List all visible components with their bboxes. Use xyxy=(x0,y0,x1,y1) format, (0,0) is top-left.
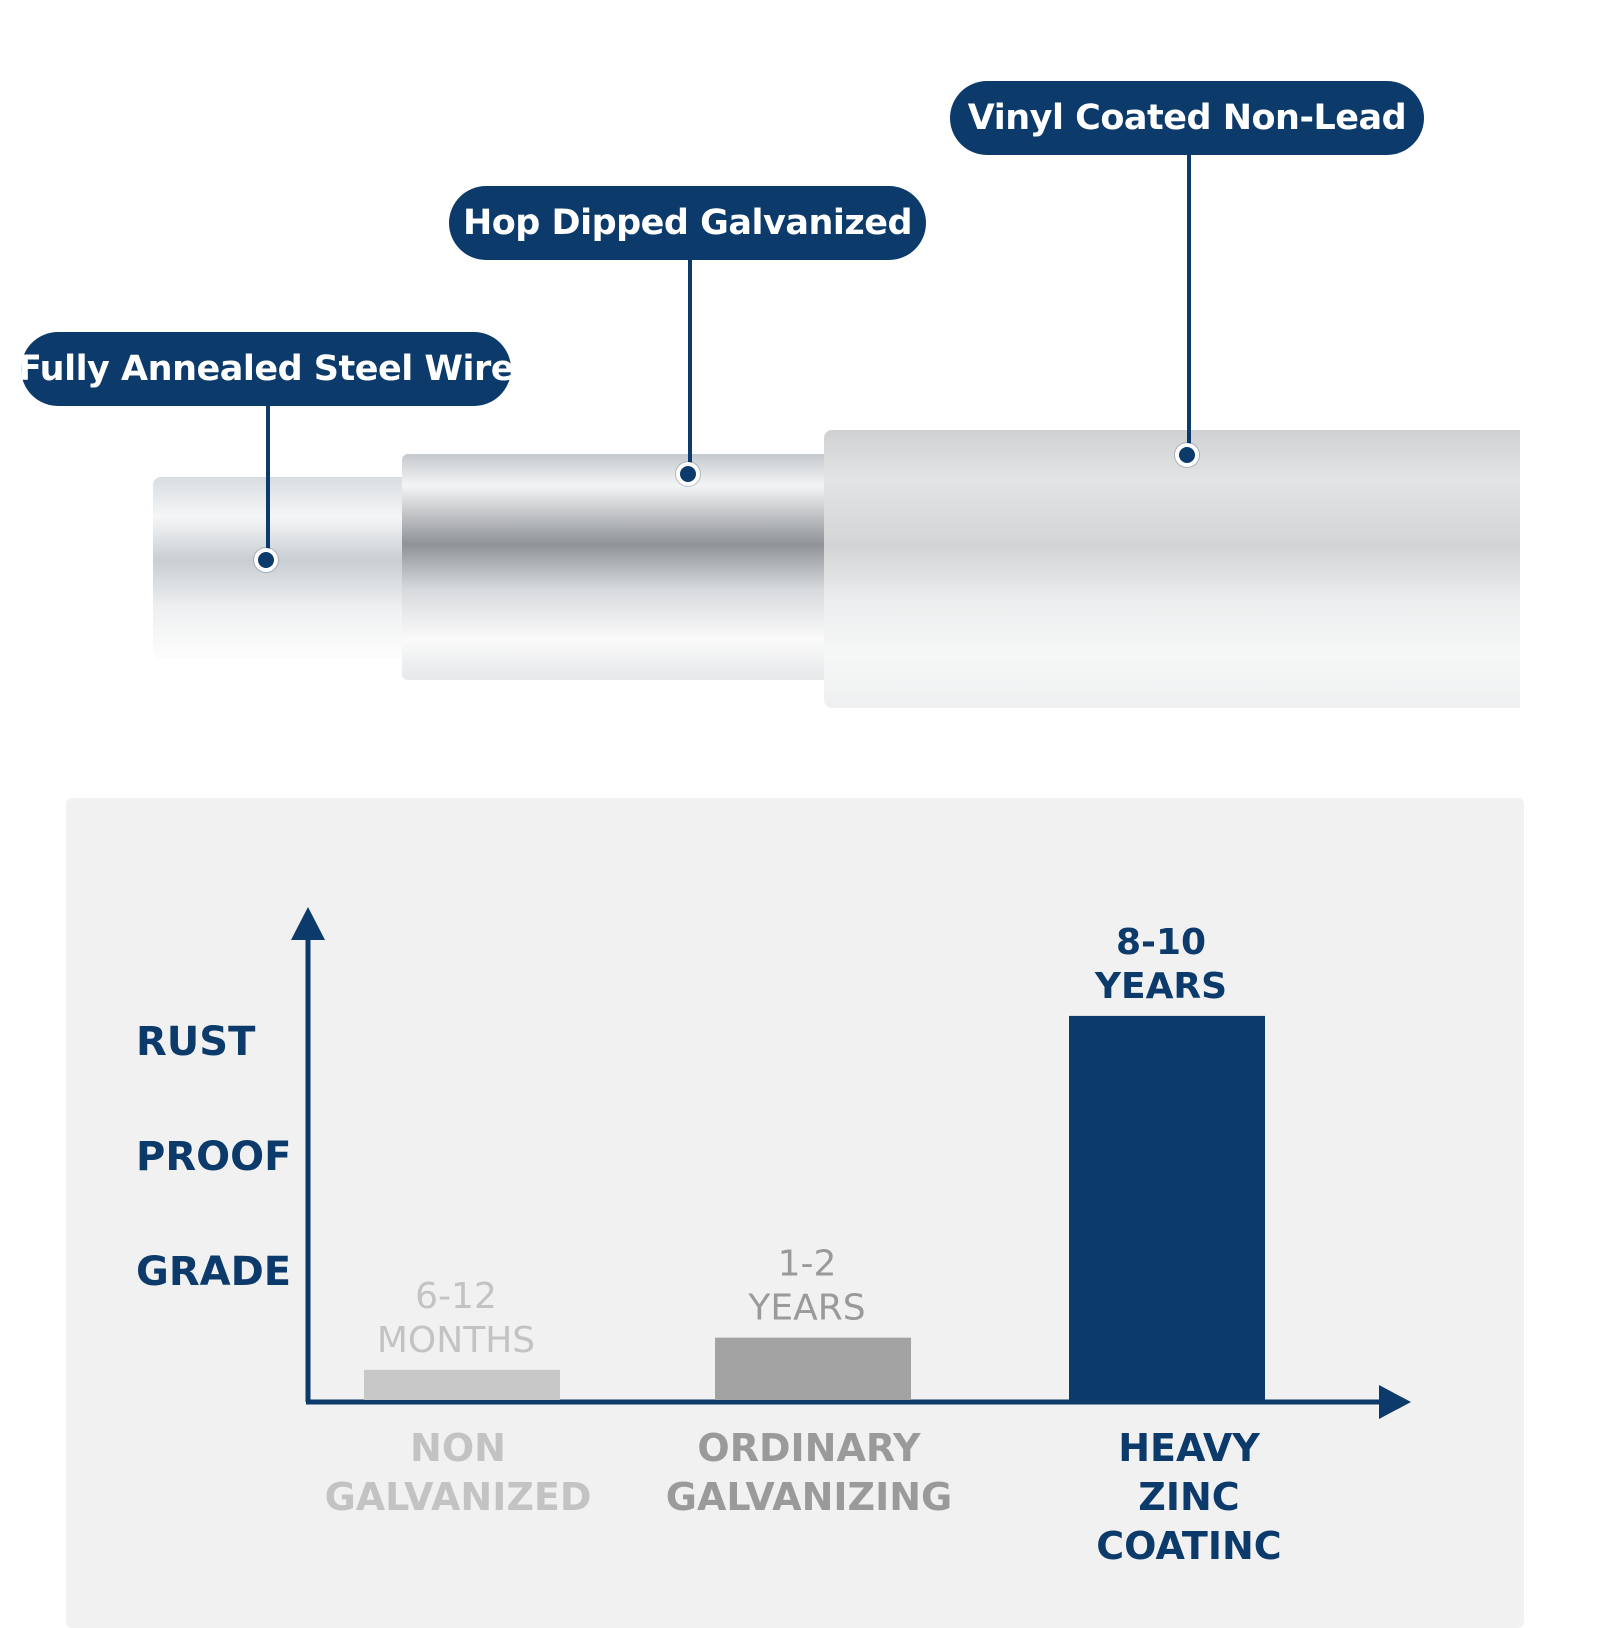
bar-value-label-2: 1-2 xyxy=(777,1243,837,1285)
bar-value-label-3: YEARS xyxy=(1094,965,1228,1007)
callout-galvanized: Hop Dipped Galvanized xyxy=(449,186,926,260)
x-axis-arrow-icon xyxy=(1379,1385,1411,1419)
bar-3 xyxy=(1069,1016,1265,1400)
leader-line-steel-wire xyxy=(266,404,270,556)
category-label-1: GALVANIZED xyxy=(324,1475,592,1519)
rust-proof-bar-chart xyxy=(66,798,1524,1600)
marker-dot-vinyl xyxy=(1175,443,1199,467)
category-label-2: GALVANIZING xyxy=(665,1475,953,1519)
y-axis-label-rust: RUST xyxy=(136,1019,256,1065)
galvanized-layer xyxy=(402,454,834,680)
marker-dot-steel-wire xyxy=(254,548,278,572)
callout-steel-wire: Fully Annealed Steel Wire xyxy=(21,332,511,406)
category-label-2: ORDINARY xyxy=(697,1426,921,1470)
marker-dot-galvanized xyxy=(676,462,700,486)
bar-value-label-1: MONTHS xyxy=(376,1319,536,1361)
bar-value-label-3: 8-10 xyxy=(1115,921,1207,963)
y-axis-label-proof: PROOF xyxy=(136,1134,292,1180)
category-label-3: COATINC xyxy=(1096,1524,1282,1568)
bar-2 xyxy=(715,1338,911,1400)
category-label-1: NON xyxy=(410,1426,506,1470)
leader-line-vinyl xyxy=(1187,154,1191,454)
category-label-3: HEAVY xyxy=(1118,1426,1260,1470)
callout-vinyl: Vinyl Coated Non-Lead xyxy=(950,81,1424,155)
bar-value-label-2: YEARS xyxy=(748,1287,866,1329)
bar-value-label-1: 6-12 xyxy=(415,1275,497,1317)
y-axis-label-grade: GRADE xyxy=(136,1249,292,1295)
leader-line-galvanized xyxy=(688,258,692,474)
rust-proof-chart-panel xyxy=(66,798,1524,1628)
steel-wire-core xyxy=(153,477,413,659)
y-axis-arrow-icon xyxy=(291,907,325,940)
vinyl-coating-layer xyxy=(824,430,1520,708)
bar-1 xyxy=(364,1370,560,1400)
category-label-3: ZINC xyxy=(1138,1475,1240,1519)
